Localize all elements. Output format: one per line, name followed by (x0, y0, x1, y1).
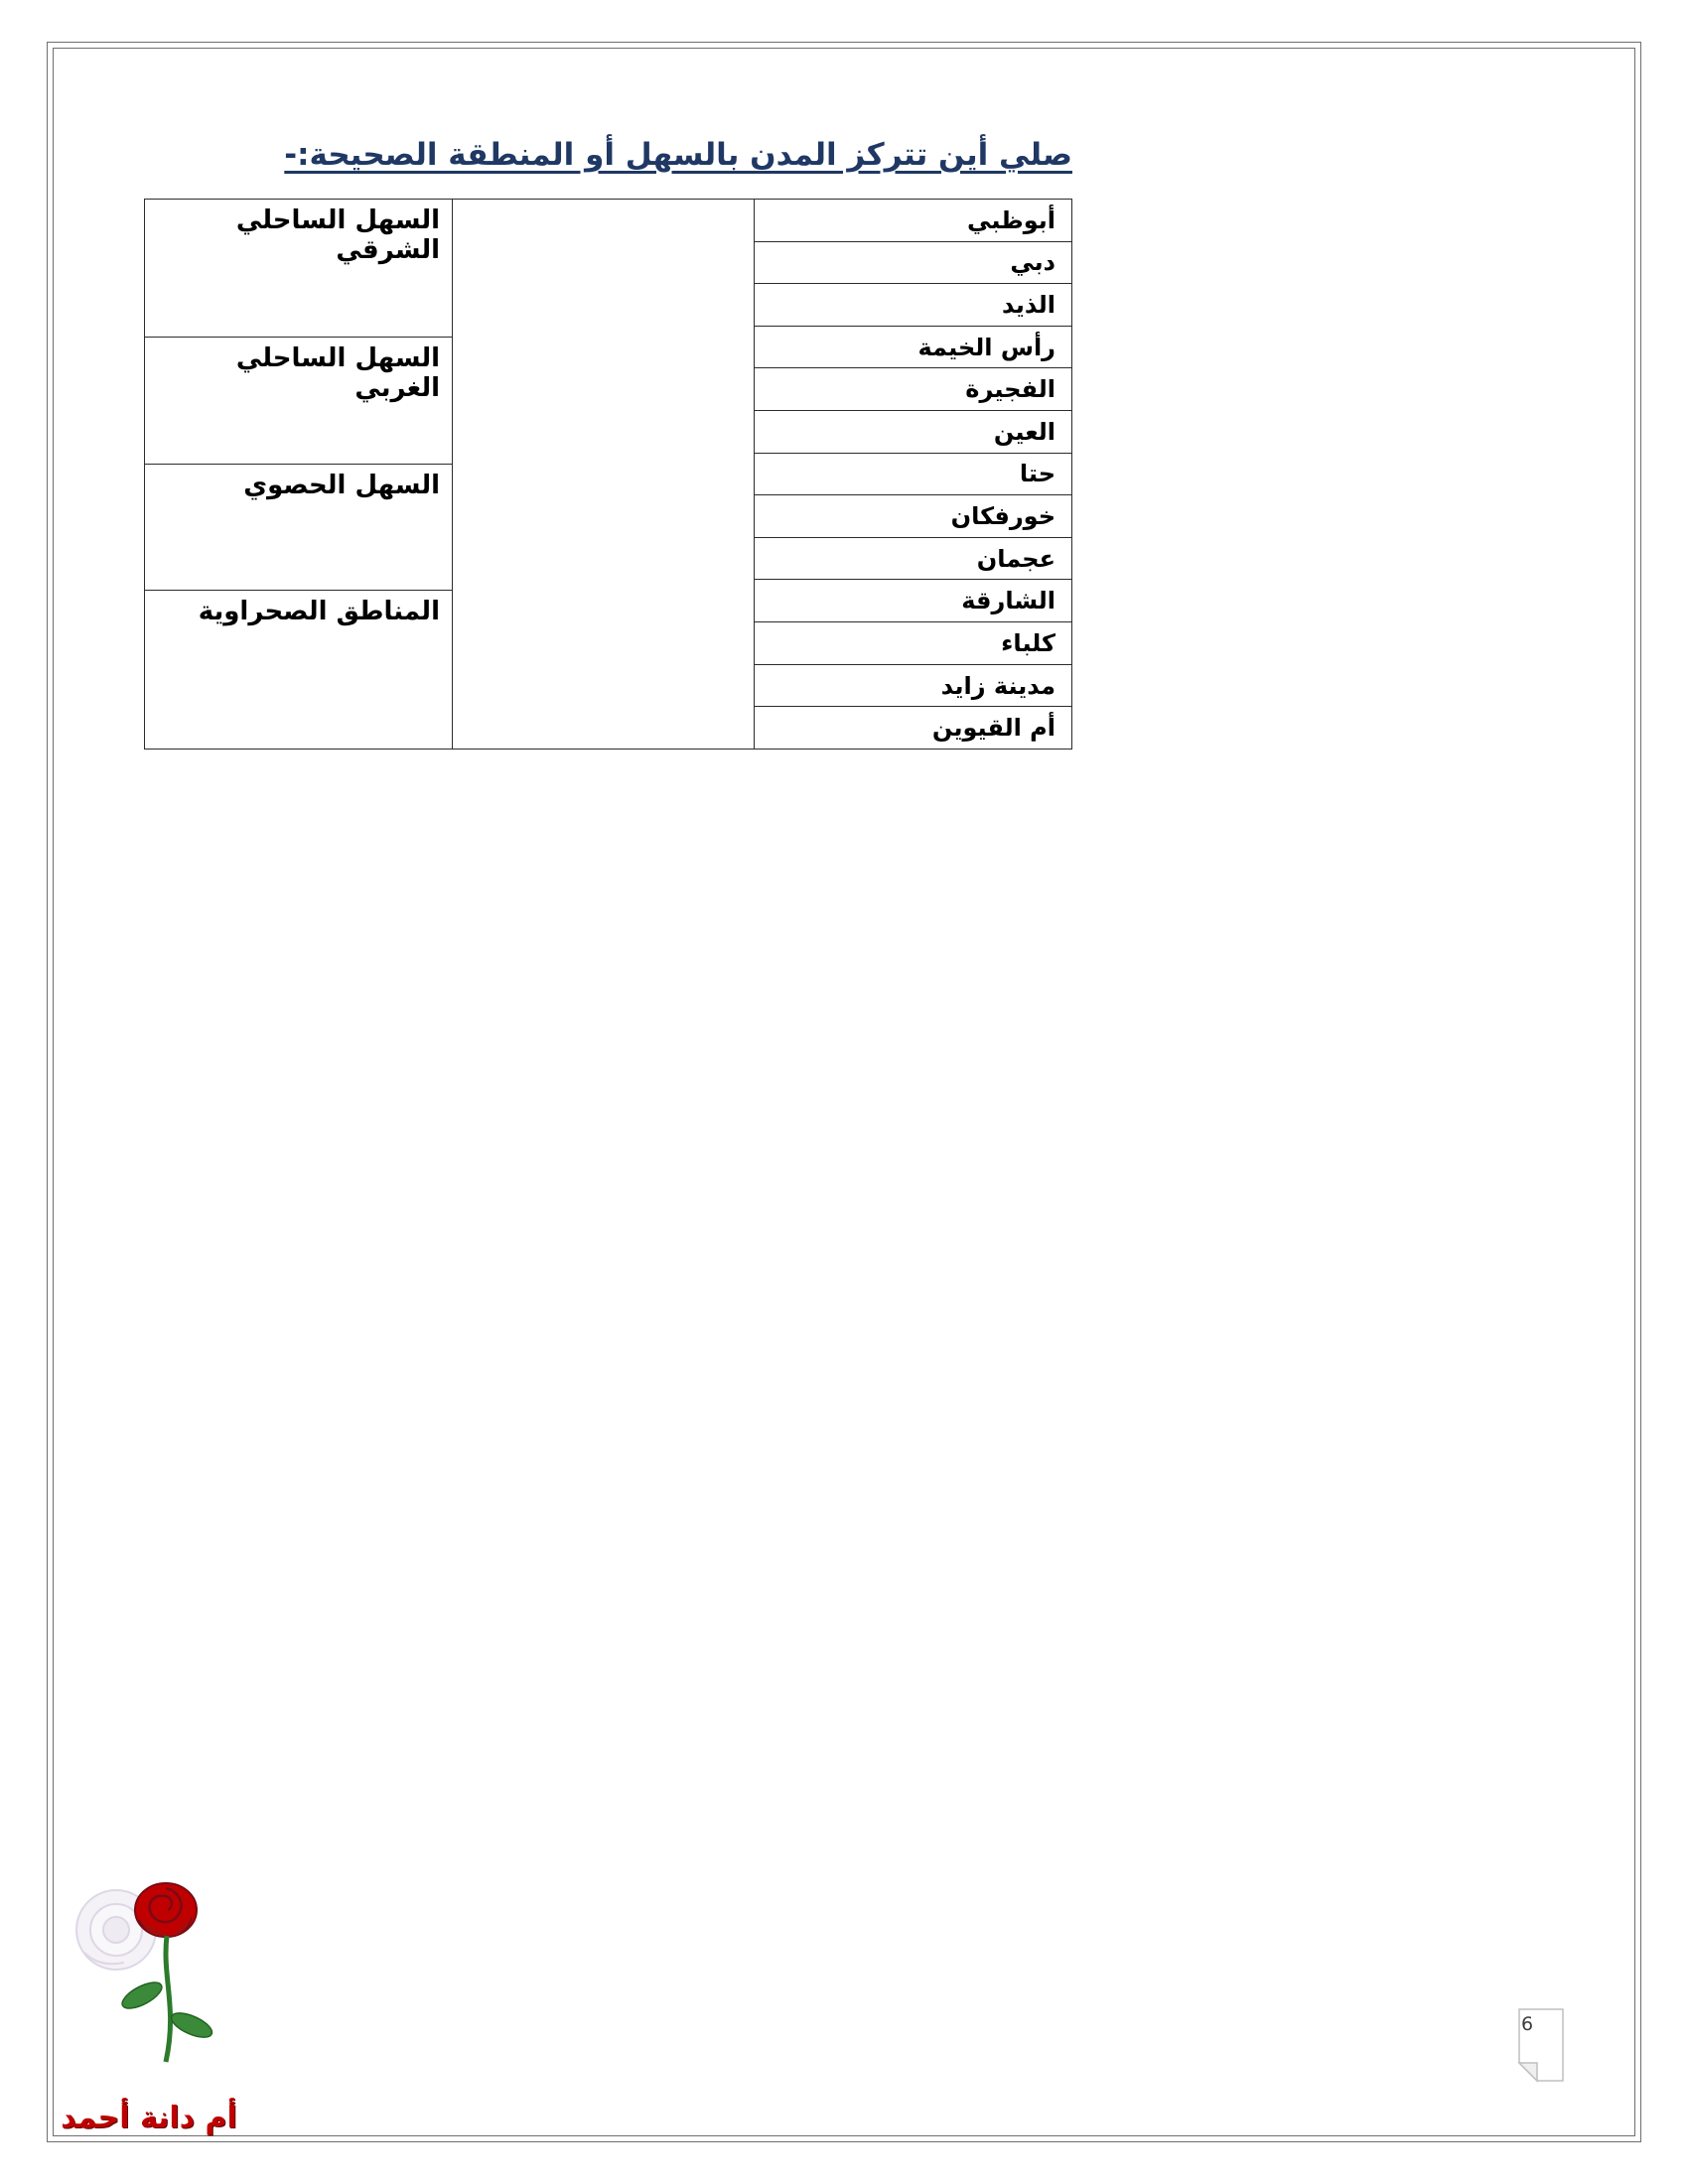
city-label: دبي (1010, 248, 1055, 277)
city-label: الذيد (1002, 291, 1055, 320)
city-label: حتا (1019, 460, 1055, 488)
answer-space-column[interactable] (453, 200, 755, 749)
rose-icon (55, 1858, 243, 2095)
city-cell (755, 665, 1071, 708)
city-cell (755, 622, 1071, 665)
cities-column (755, 200, 1071, 749)
folded-corner-icon (1509, 2007, 1571, 2095)
city-cell (755, 538, 1071, 581)
region-cell (145, 465, 452, 591)
matching-table (144, 199, 1072, 750)
region-cell (145, 591, 452, 749)
city-cell (755, 707, 1071, 749)
city-cell (755, 200, 1071, 242)
logo-text: أم دانة أحمد (61, 2101, 237, 2135)
region-label: المناطق الصحراوية (198, 597, 440, 626)
city-cell (755, 580, 1071, 622)
footer-logo (55, 1858, 243, 2135)
regions-column (145, 200, 453, 749)
city-label: رأس الخيمة (917, 333, 1055, 361)
page-number: 6 (1521, 2013, 1534, 2035)
city-cell (755, 411, 1071, 454)
city-cell (755, 368, 1071, 411)
city-label: الشارقة (961, 587, 1055, 615)
page-number-box (1509, 2007, 1571, 2095)
city-cell (755, 284, 1071, 327)
city-cell (755, 327, 1071, 369)
region-label: السهل الساحلي الشرقي (235, 205, 440, 265)
city-cell (755, 454, 1071, 496)
city-label: خورفكان (950, 502, 1055, 531)
region-cell (145, 200, 452, 338)
page-title: صلي أين تتركز المدن بالسهل أو المنطقة الصحيحة:- (284, 137, 1072, 173)
city-label: كلباء (1001, 628, 1055, 657)
city-label: الفجيرة (965, 375, 1055, 404)
region-label: السهل الحصوي (243, 471, 440, 500)
city-label: عجمان (976, 544, 1055, 573)
city-label: أم القيوين (931, 714, 1055, 743)
city-label: مدينة زايد (940, 671, 1055, 700)
region-cell (145, 338, 452, 465)
city-cell (755, 495, 1071, 538)
city-label: أبوظبي (967, 205, 1055, 234)
city-cell (755, 242, 1071, 285)
city-label: العين (993, 417, 1055, 446)
region-label: السهل الساحلي الغربي (235, 343, 440, 403)
